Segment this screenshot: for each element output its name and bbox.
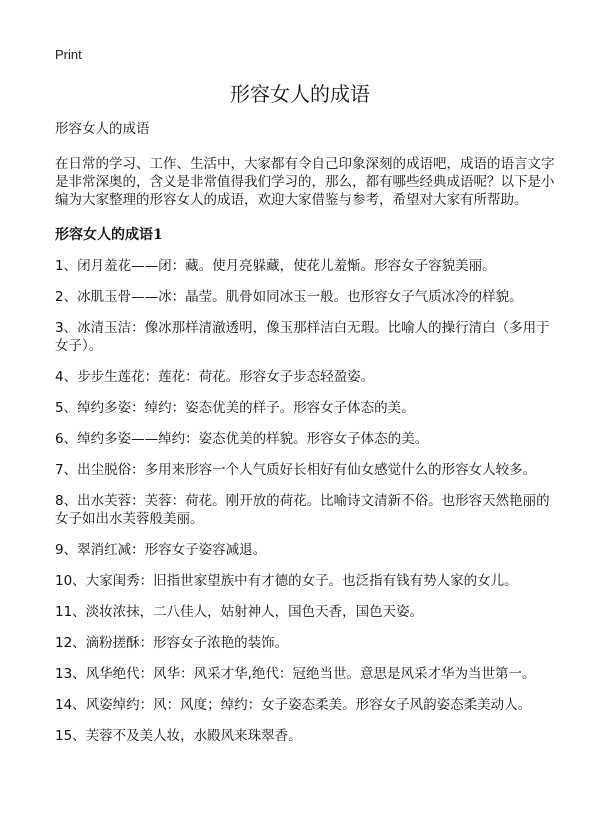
idiom-entry-15: 15、芙蓉不及美人妆，水殿风来珠翠香。 xyxy=(55,728,302,744)
article-body xyxy=(55,120,555,758)
idiom-entry-5: 5、绰约多姿：绰约：姿态优美的样子。形容女子体态的美。 xyxy=(55,400,415,416)
page-title: 形容女人的成语 xyxy=(230,82,370,106)
idiom-list xyxy=(55,257,555,745)
intro-paragraph: 在日常的学习、工作、生活中，大家都有令自己印象深刻的成语吧，成语的语言文字是非常深奥的，含义是非常值得我们学习的，那么，都有哪些经典成语呢？以下是小编为大家整理的形容女人的成语，欢迎大家借鉴与参考，希望对大家有所帮助。 xyxy=(55,156,555,208)
section-heading: 形容女人的成语1 xyxy=(55,227,163,243)
idiom-entry-4: 4、步步生莲花：莲花：荷花。形容女子步态轻盈姿。 xyxy=(55,369,375,385)
idiom-entry-7: 7、出尘脱俗：多用来形容一个人气质好长相好有仙女感觉什么的形容女人较多。 xyxy=(55,462,537,478)
idiom-entry-6: 6、绰约多姿——绰约：姿态优美的样貌。形容女子体态的美。 xyxy=(55,431,429,447)
idiom-entry-2: 2、冰肌玉骨——冰：晶莹。肌骨如同冰玉一般。也形容女子气质冰冷的样貌。 xyxy=(55,289,523,305)
idiom-entry-3: 3、冰清玉洁：像冰那样清澈透明，像玉那样洁白无瑕。比喻人的操行清白（多用于女子）。 xyxy=(55,320,550,354)
idiom-entry-13: 13、风华绝代：风华：风采才华,绝代：冠绝当世。意思是风采才华为当世第一。 xyxy=(55,666,536,682)
idiom-entry-10: 10、大家闺秀：旧指世家望族中有才德的女子。也泛指有钱有势人家的女儿。 xyxy=(55,573,518,589)
idiom-entry-1: 1、闭月羞花——闭：藏。使月亮躲藏，使花儿羞惭。形容女子容貌美丽。 xyxy=(55,258,496,274)
print-link[interactable]: Print xyxy=(55,47,82,62)
idiom-entry-14: 14、风姿绰约：风：风度；绰约：女子姿态柔美。形容女子风韵姿态柔美动人。 xyxy=(55,697,532,713)
idiom-entry-12: 12、滴粉搓酥：形容女子浓艳的装饰。 xyxy=(55,635,289,651)
idiom-entry-11: 11、淡妆浓抹，二八佳人，姑射神人，国色天香，国色天姿。 xyxy=(55,604,424,620)
idiom-entry-9: 9、翠消红减：形容女子姿容减退。 xyxy=(55,542,267,558)
article-subtitle: 形容女人的成语 xyxy=(55,121,150,137)
idiom-entry-8: 8、出水芙蓉：芙蓉：荷花。刚开放的荷花。比喻诗文清新不俗。也形容天然艳丽的女子如出水芙蓉般美丽。 xyxy=(55,493,550,527)
